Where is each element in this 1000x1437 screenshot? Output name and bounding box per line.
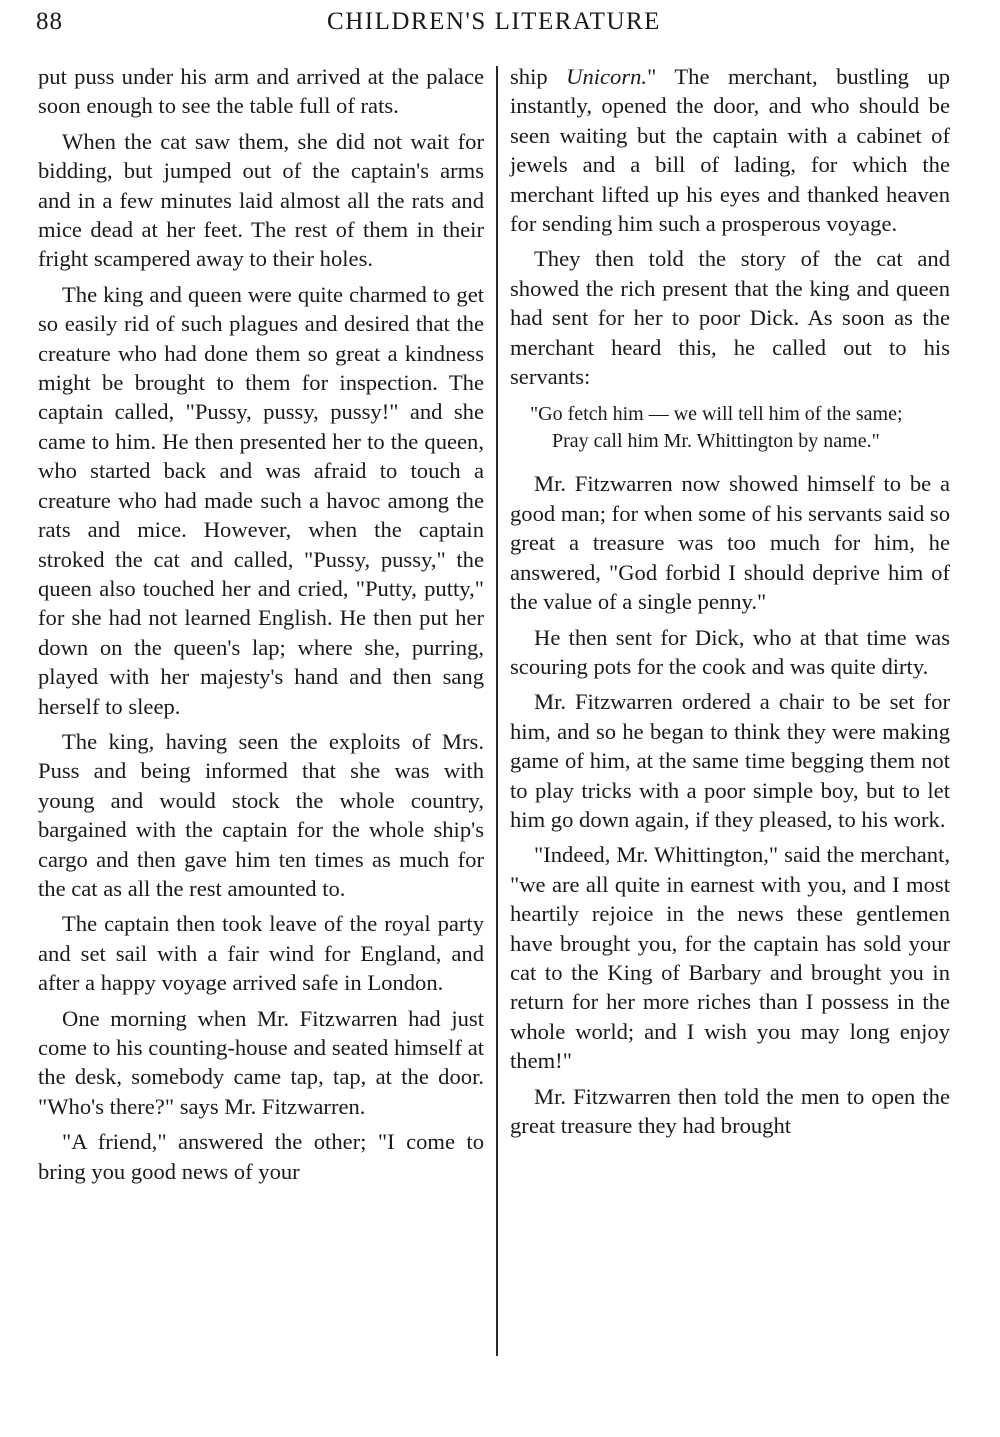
verse-line: "Go fetch him — we will tell him of the same;	[530, 403, 903, 426]
left-column	[38, 62, 484, 1192]
paragraph: The captain then took leave of the royal party and set sail with a fair wind for England, and after a happy voyage arrived safe in London.	[38, 911, 484, 996]
paragraph: "Indeed, Mr. Whittington," said the merchant, "we are all quite in earnest with you, and I most heartily rejoice in the news these gentlemen have brought you, for the captain has sold your cat to the King of Barbary and brought you in return for her more riches than I possess in the whole world; and I wish you may long enjoy them!"	[510, 842, 950, 1074]
right-column	[510, 62, 950, 1146]
paragraph: When the cat saw them, she did not wait for bidding, but jumped out of the captain's arms and in a few minutes laid almost all the rats and mice dead at her feet. The rest of them in their fright scampered away to their holes.	[38, 128, 484, 272]
page-number: 88	[36, 8, 63, 35]
paragraph: Mr. Fitzwarren then told the men to open the great treasure they had brought	[510, 1083, 950, 1138]
paragraph: "A friend," answered the other; "I come to bring you good news of your	[38, 1129, 484, 1184]
paragraph-rest: " The merchant, bustling up instantly, opened the door, and who should be seen waiting but the captain with a cabinet of jewels and a bill of lading, for which the merchant lifted up his eyes and thanked heaven for sending him such a prosperous voyage.	[510, 64, 950, 237]
running-head	[36, 6, 952, 40]
ship-name: Unicorn.	[566, 64, 648, 89]
paragraph	[510, 62, 950, 238]
paragraph: Mr. Fitzwarren now showed himself to be a good man; for when some of his servants said so great a treasure was too much for him, he answered, "God forbid I should deprive him of the value of a single penny."	[510, 471, 950, 615]
paragraph: He then sent for Dick, who at that time was scouring pots for the cook and was quite dirty.	[510, 624, 950, 679]
column-rule	[496, 66, 498, 1356]
paragraph: One morning when Mr. Fitzwarren had just come to his counting-house and seated himself at the desk, somebody came tap, tap, at the door. "Who's there?" says Mr. Fitzwarren.	[38, 1005, 484, 1119]
paragraph: Mr. Fitzwarren ordered a chair to be set for him, and so he began to think they were making game of him, at the same time begging them not to play tricks with a poor simple boy, but to let him go down again, if they pleased, to his work.	[510, 689, 950, 832]
paragraph-start: ship	[510, 64, 567, 89]
paragraph: The king and queen were quite charmed to get so easily rid of such plagues and desired that the creature who had done them so great a kindness might be brought to them for inspection. The captain called, "Pussy, pussy, pussy!" and she came to him. He then presented her to the queen, who started back and was afraid to touch a creature who had made such a havoc among the rats and mice. However, when the captain stroked the cat and called, "Pussy, pussy," the queen also touched her and cried, "Putty, putty," for she had not learned English. He then put her down on the queen's lap; where she, purring, played with her majesty's hand and then sang herself to sleep.	[38, 281, 484, 719]
verse	[530, 401, 950, 455]
paragraph: put puss under his arm and arrived at the palace soon enough to see the table full of rats.	[38, 64, 484, 119]
running-title: CHILDREN'S LITERATURE	[327, 8, 661, 35]
paragraph: The king, having seen the exploits of Mrs. Puss and being informed that she was with young and would stock the whole country, bargained with the captain for the whole ship's cargo and then gave him ten times as much for the cat as all the rest amounted to.	[38, 728, 484, 901]
paragraph: They then told the story of the cat and showed the rich present that the king and queen had sent for her to poor Dick. As soon as the merchant heard this, he called out to his servants:	[510, 246, 950, 390]
verse-line: Pray call him Mr. Whittington by name."	[552, 430, 880, 453]
